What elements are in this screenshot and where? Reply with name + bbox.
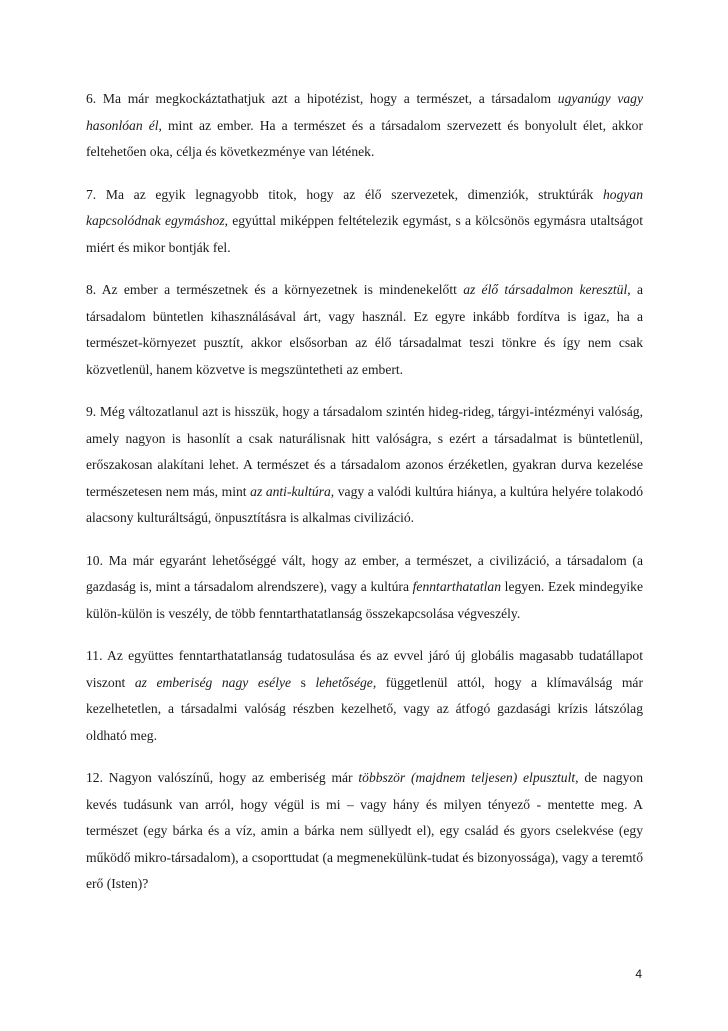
- text-run: 7. Ma az egyik legnagyobb titok, hogy az élő szervezetek, dimenziók, struktúrák: [86, 186, 603, 202]
- italic-text-run: hogyan kapcsolódnak egymáshoz: [86, 186, 643, 228]
- text-run: 9. Még változatlanul azt is hisszük, hogy a társadalom szintén hideg-rideg, tárgyi-intézményi valóság, amely nagyon is hasonlít a csak naturálisnak hitt valóságra, s ezért a társadalmat is büntetlenül, erőszakosan alakítani lehet. A természet és a társadalom azonos érzéketlen, gyakran durva kezelése természetesen nem más, mint: [86, 404, 643, 499]
- text-run: 8. Az ember a természetnek és a környezetnek is mindenekelőtt: [86, 282, 464, 297]
- paragraph-11: [86, 643, 643, 749]
- paragraph-6: [86, 86, 643, 166]
- paragraph-10: [86, 548, 643, 628]
- text-run: , egyúttal miképpen feltételezik egymást, s a kölcsönös egymásra utaltságot miért és mikor bontják fel.: [86, 213, 643, 255]
- italic-text-run: ugyanúgy vagy hasonlóan él: [86, 91, 643, 133]
- paragraph-7: [86, 182, 643, 262]
- text-run: legyen. Ezek mindegyike külön-külön is veszély, de több fenntarthatatlanság összekapcsolása végveszély.: [86, 579, 643, 621]
- italic-text-run: fenntarthatatlan: [412, 579, 502, 594]
- text-run: 10. Ma már egyaránt lehetőséggé vált, hogy az ember, a természet, a civilizáció, a társadalom (a gazdaság is, mint a társadalom alrendszere), vagy a kultúra: [86, 552, 643, 594]
- text-run: s: [291, 674, 316, 690]
- paragraph-8: [86, 277, 643, 383]
- italic-text-run: az emberiség nagy esélye: [134, 674, 292, 690]
- italic-text-run: lehetősége: [315, 674, 373, 690]
- italic-text-run: többször (majdnem teljesen) elpusztult: [358, 770, 576, 785]
- italic-text-run: az anti-kultúra: [250, 483, 331, 499]
- text-run: , de nagyon kevés tudásunk van arról, hogy végül is mi – vagy hány és milyen tényező - mentette meg. A természet (egy bárka és a víz, amin a bárka nem süllyedt el), egy család és gyors cselekvése (egy működő mikro-társadalom), a csoporttudat (a megmenekülünk-tudat és bizonyossága), vagy a teremtő erő (Isten)?: [86, 770, 643, 891]
- text-run: 11. Az együttes fenntarthatatlanság tudatosulása és az evvel járó új globális magasabb tudatállapot viszont: [86, 648, 643, 690]
- text-run: 6. Ma már megkockáztathatjuk azt a hipotézist, hogy a természet, a társadalom: [86, 91, 558, 106]
- italic-text-run: az élő társadalmon keresztül: [463, 282, 628, 297]
- paragraph-9: [86, 399, 643, 532]
- paragraph-12: [86, 765, 643, 898]
- text-run: , vagy a valódi kultúra hiánya, a kultúra helyére tolakodó alacsony kulturáltságú, önpusztításra is alkalmas civilizáció.: [86, 483, 643, 525]
- text-run: , a társadalom büntetlen kihasználásával árt, vagy használ. Ez egyre inkább fordítva is igaz, ha a természet-környezet pusztít, akkor elsősorban az élő társadalmat teszi tönkre és így nem csak közvetlenül, hanem közvetve is megszüntetheti az embert.: [86, 282, 643, 377]
- text-run: , mint az ember. Ha a természet és a társadalom szervezett és bonyolult élet, akkor feltehetően oka, célja és következménye van létének.: [86, 117, 643, 159]
- page-number: 4: [635, 967, 642, 981]
- document-body: [86, 86, 643, 914]
- text-run: , függetlenül attól, hogy a klímaválság már kezelhetetlen, a társadalmi valóság részben kezelhető, vagy az átfogó gazdasági krízis látszólag oldható meg.: [86, 674, 643, 743]
- text-run: 12. Nagyon valószínű, hogy az emberiség már: [86, 770, 359, 785]
